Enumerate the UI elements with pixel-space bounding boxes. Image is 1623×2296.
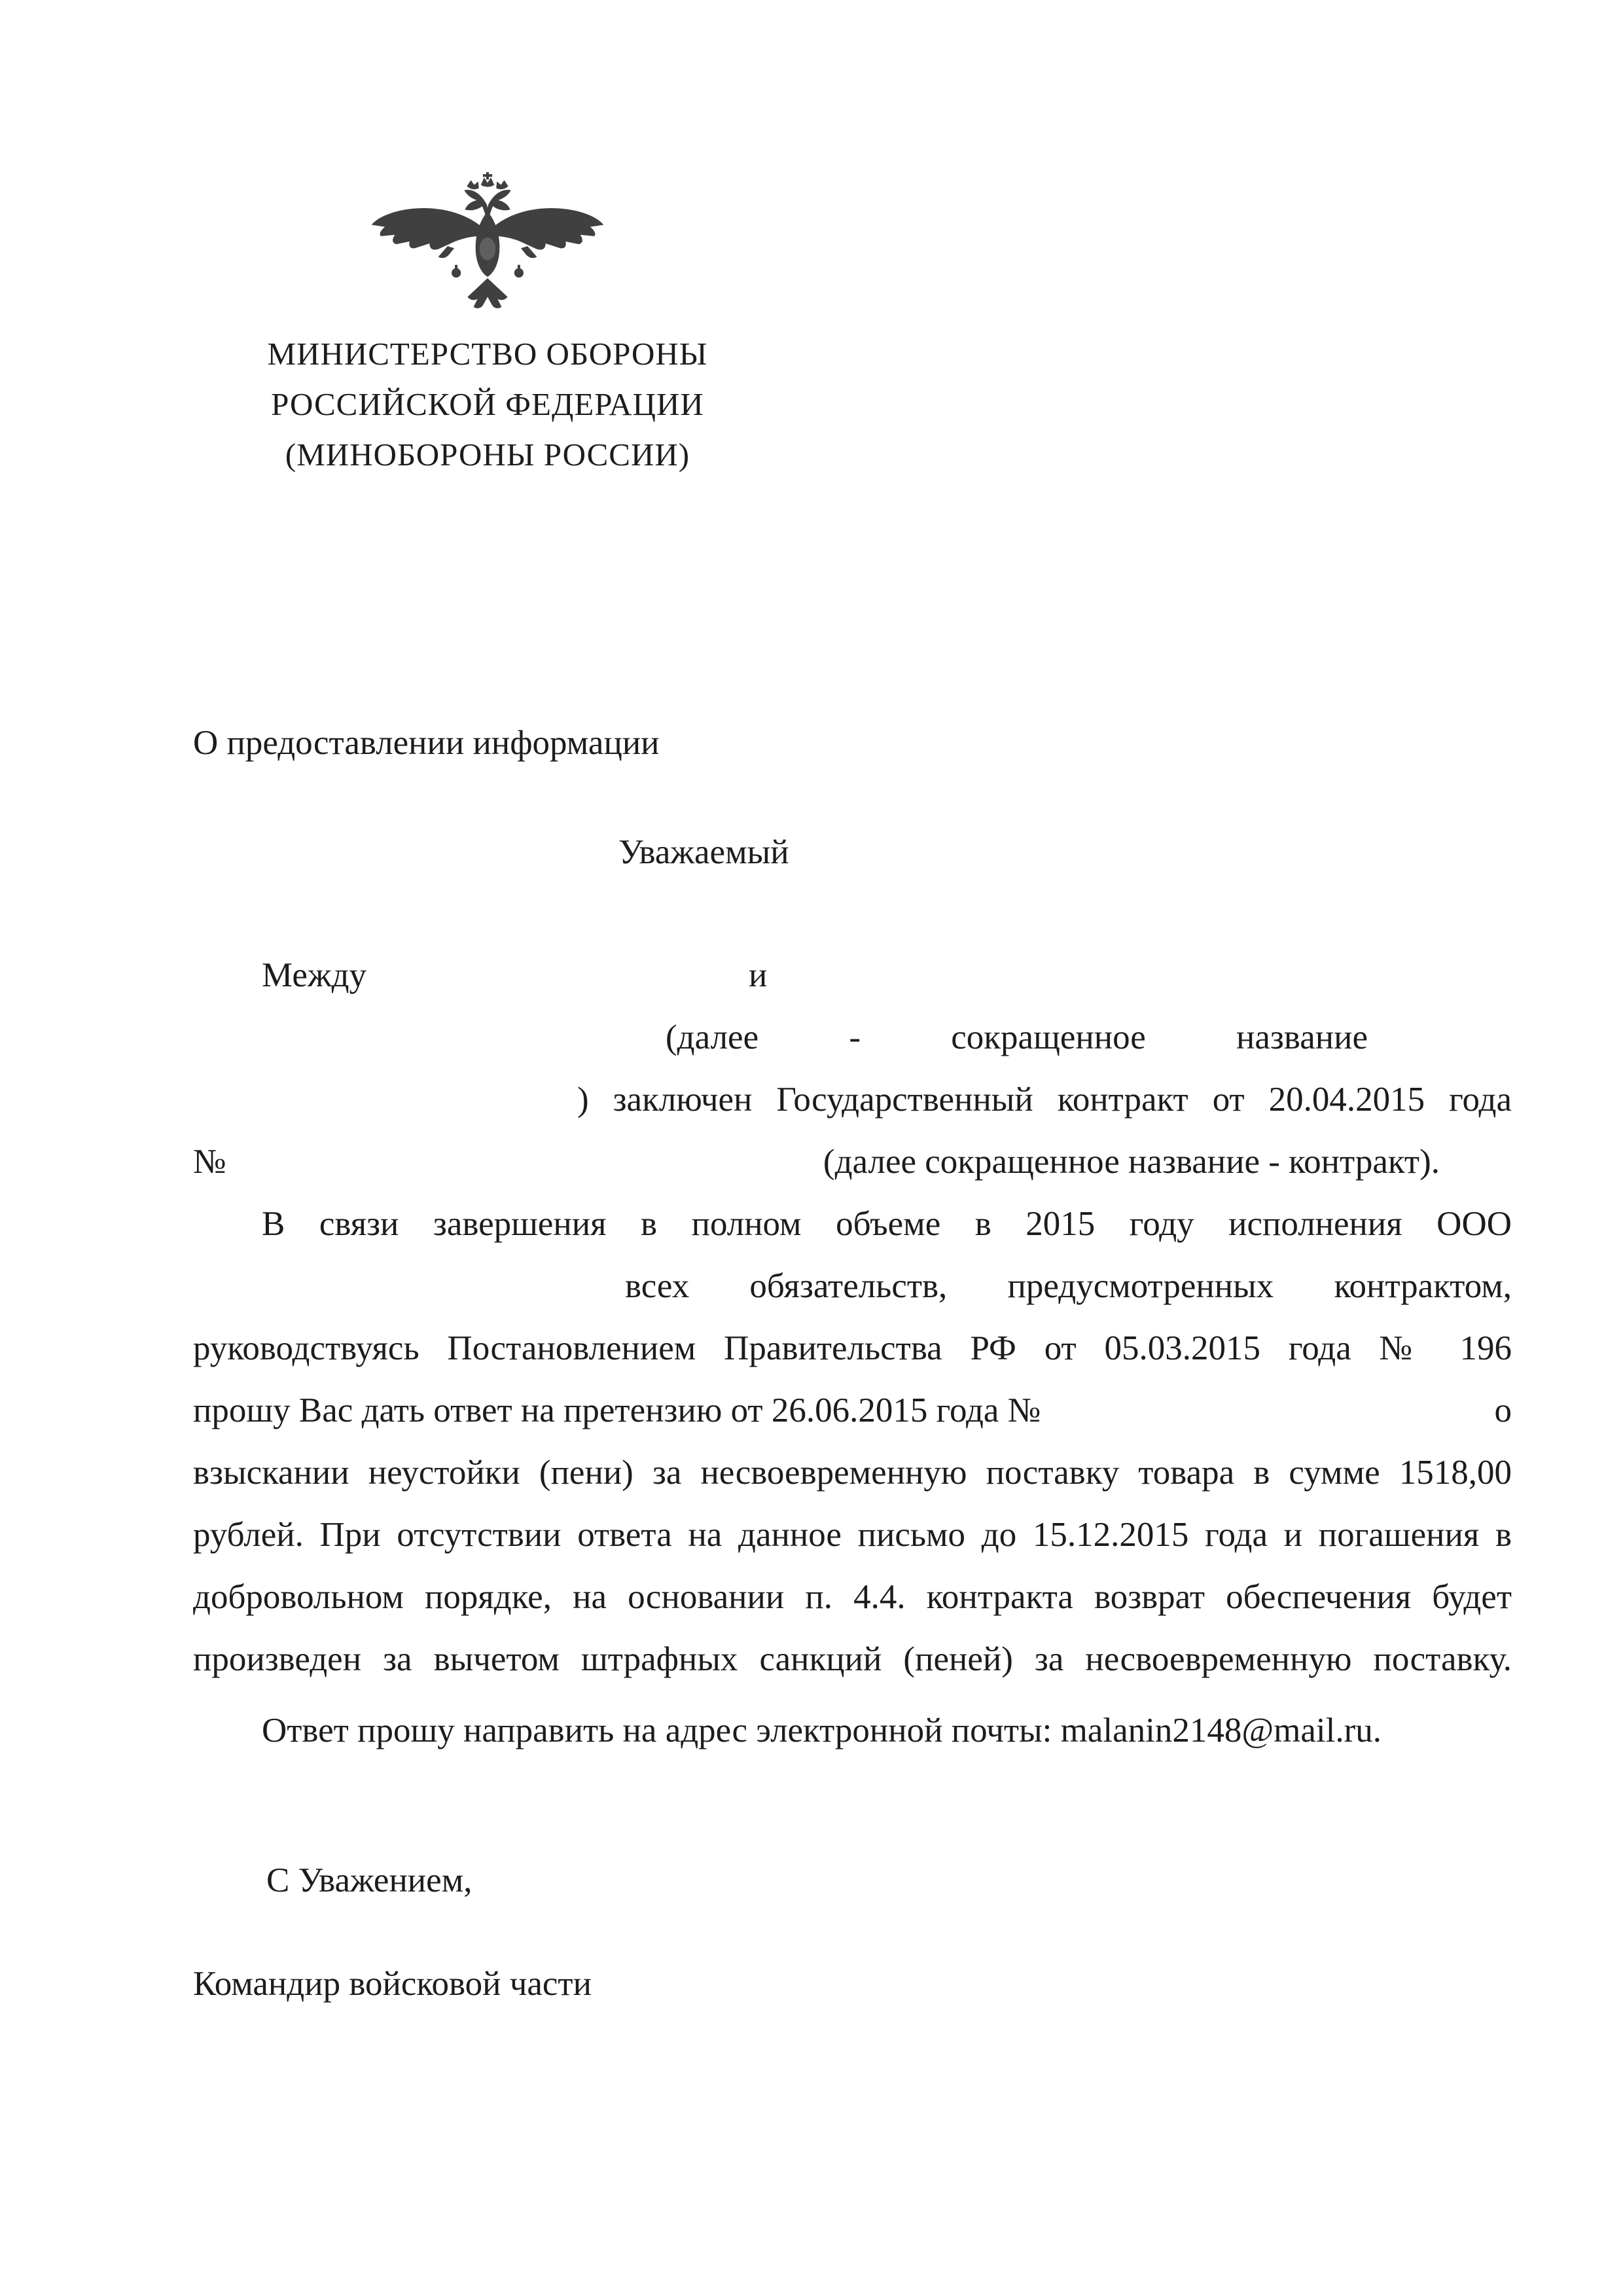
p2l4-right: о [1494,1391,1512,1429]
p2-line-7: добровольном порядке, на основании п. 4.4. контракта возврат обеспечения будет [193,1578,1512,1616]
subject-line: О предоставлении информации [193,724,660,762]
p1-line-4 [193,1131,1512,1193]
p2-line-1: В связи завершения в полном объеме в 2015 году исполнения ООО [262,1205,1512,1243]
p2-line-6: рублей. При отсутствии ответа на данное письмо до 15.12.2015 года и погашения в [193,1516,1512,1554]
p3-email-line: Ответ прошу направить на адрес электронной почты: malanin2148@mail.ru. [262,1712,1382,1749]
ministry-name-line-2: РОССИЙСКОЙ ФЕДЕРАЦИИ [271,386,704,422]
p1-word-between: Между [262,956,367,994]
p1l2-word-3: сокращенное [951,1018,1146,1056]
mod-double-eagle-emblem-icon [367,171,608,312]
p1l4-number-sign: № [193,1143,226,1181]
p2l4-left: прошу Вас дать ответ на претензию от 26.06.2015 года № [193,1391,1041,1429]
p1-word-and: и [749,956,768,994]
p1l2-word-1: (далее [666,1018,759,1056]
p2-line-3: руководствуясь Постановлением Правительства РФ от 05.03.2015 года № 196 [193,1329,1512,1367]
p1-line-3: ) заключен Государственный контракт от 20.04.2015 года [577,1081,1512,1119]
ministry-name-line-3: (МИНОБОРОНЫ РОССИИ) [285,437,690,473]
letter-body [193,944,1512,1762]
signature-line: Командир войсковой части [193,1965,592,2003]
p2-line-8: произведен за вычетом штрафных санкций (пеней) за несвоевременную поставку. [193,1640,1512,1678]
ministry-name-line-1: МИНИСТЕРСТВО ОБОРОНЫ [267,336,708,372]
p1-line-1 [193,944,1512,1007]
closing-line: С Уважением, [266,1861,473,1899]
letterhead [265,171,710,480]
p2-line-4 [193,1380,1512,1442]
greeting-line: Уважаемый [618,833,789,871]
p2-line-2: всех обязательств, предусмотренных контрактом, [625,1267,1512,1305]
p1l4-contract-note: (далее сокращенное название - контракт). [823,1143,1440,1181]
p1l2-word-4: название [1236,1018,1368,1056]
p1l2-word-2: - [849,1018,861,1056]
p1-line-2 [193,1007,1512,1069]
p1-line-2-spread [666,1007,1368,1069]
p2-line-5: взыскании неустойки (пени) за несвоевременную поставку товара в сумме 1518,00 [193,1454,1512,1492]
